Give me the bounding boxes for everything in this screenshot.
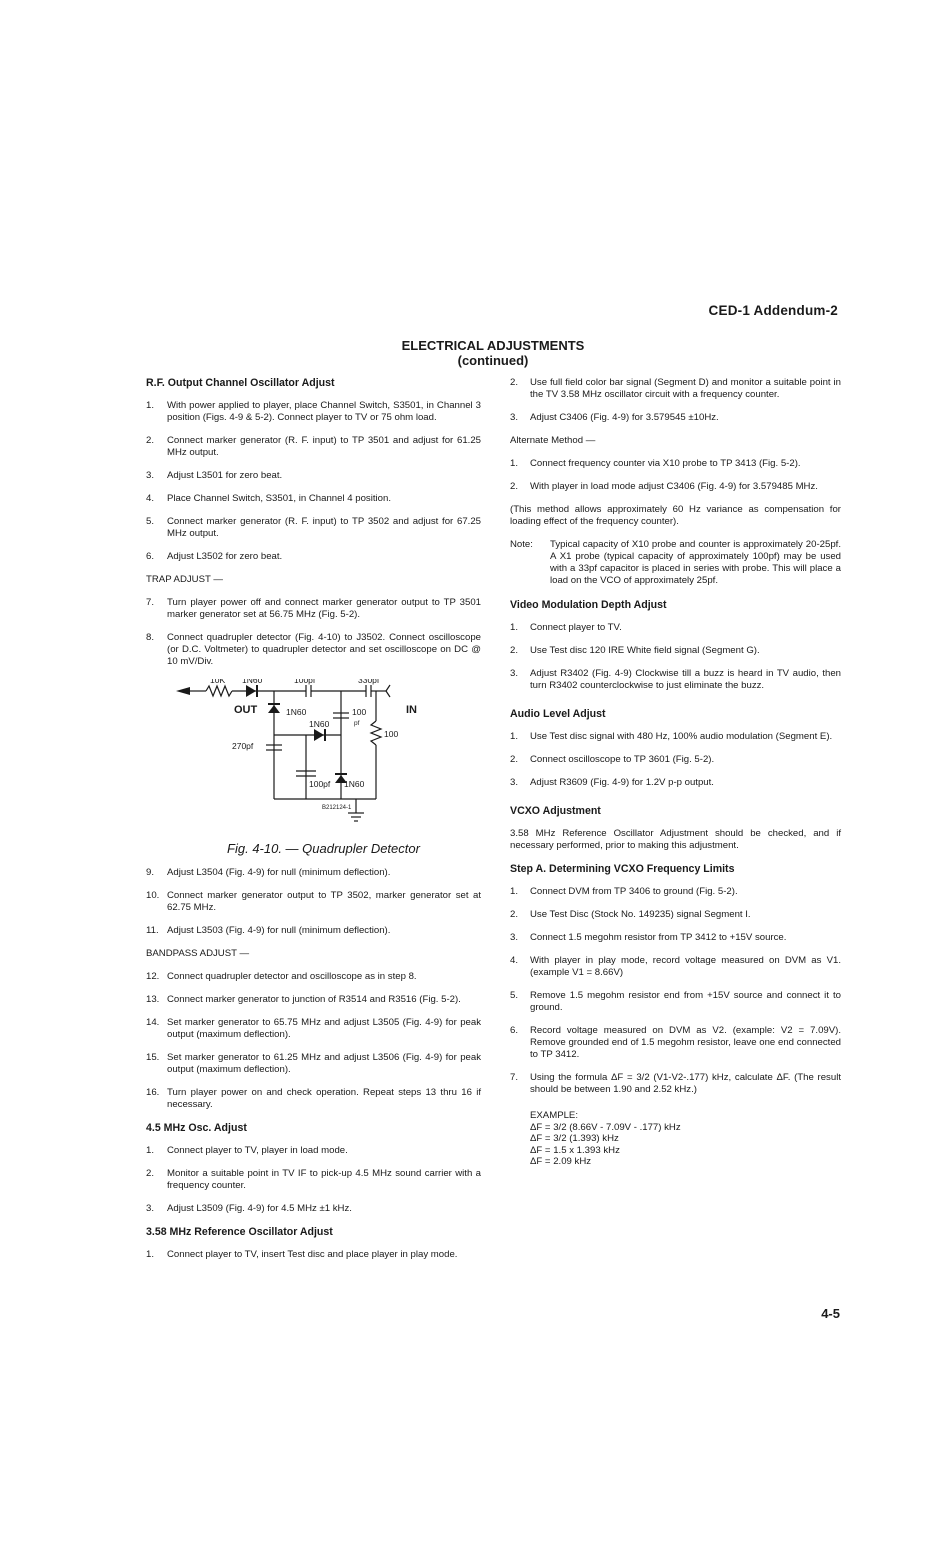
right-column xyxy=(510,377,841,1168)
step-number: 2. xyxy=(510,909,519,920)
bandpass-steps xyxy=(146,971,481,1111)
note-label: Note: xyxy=(510,539,533,550)
step-text: With player in play mode, record voltage measured on DVM as V1. (example V1 = 8.66V) xyxy=(530,955,841,978)
step-item xyxy=(510,668,841,692)
step-number: 3. xyxy=(510,777,519,788)
step-item xyxy=(510,955,841,979)
step-text: Connect oscilloscope to TP 3601 (Fig. 5-2). xyxy=(530,754,715,765)
step-text: Adjust L3503 (Fig. 4-9) for null (minimum deflection). xyxy=(167,925,391,936)
video-steps xyxy=(510,622,841,692)
step-a-heading: Step A. Determining VCXO Frequency Limits xyxy=(510,863,735,875)
step-text: Connect player to TV, insert Test disc and place player in play mode. xyxy=(167,1249,458,1260)
ref358-heading: 3.58 MHz Reference Oscillator Adjust xyxy=(146,1226,333,1238)
vcxo-heading: VCXO Adjustment xyxy=(510,805,601,817)
step-item xyxy=(146,1145,481,1157)
ref358-steps xyxy=(146,1249,481,1261)
step-number: 1. xyxy=(510,731,519,742)
step-item xyxy=(510,645,841,657)
step-text: Place Channel Switch, S3501, in Channel 4 position. xyxy=(167,493,391,504)
page-number: 4-5 xyxy=(821,1306,840,1321)
step-number: 1. xyxy=(146,1249,155,1260)
step-number: 16. xyxy=(146,1087,160,1098)
step-number: 8. xyxy=(146,632,155,643)
label-resistor-100: 100 xyxy=(384,729,399,739)
step-text: With player in load mode adjust C3406 (Fig. 4-9) for 3.579485 MHz. xyxy=(530,481,818,492)
step-item xyxy=(146,1052,481,1076)
label-10k: 10K xyxy=(210,679,226,685)
step-text: With power applied to player, place Channel Switch, S3501, in Channel 3 position (Figs. 4-9 & 5-2). Connect player to TV or 75 ohm load. xyxy=(167,400,481,423)
step-number: 12. xyxy=(146,971,160,982)
step-text: Use Test disc signal with 480 Hz, 100% audio modulation (Segment E). xyxy=(530,731,833,742)
figure-code: B212124-1 xyxy=(322,805,352,811)
step-number: 1. xyxy=(146,1145,155,1156)
example-line: ΔF = 1.5 x 1.393 kHz xyxy=(530,1144,620,1156)
step-item xyxy=(146,971,481,983)
alternate-method-label: Alternate Method — xyxy=(510,435,596,446)
step-item xyxy=(146,470,481,482)
step-text: Set marker generator to 61.25 MHz and adjust L3506 (Fig. 4-9) for peak output (maximum deflection). xyxy=(167,1052,481,1075)
title-line-1: ELECTRICAL ADJUSTMENTS xyxy=(401,338,585,353)
step-number: 9. xyxy=(146,867,155,878)
quadrupler-detector-figure xyxy=(146,679,481,839)
step-item xyxy=(510,731,841,743)
step-number: 2. xyxy=(146,435,155,446)
label-diode-bottom: 1N60 xyxy=(344,779,365,789)
step-number: 7. xyxy=(510,1072,519,1083)
step-item xyxy=(510,377,841,401)
document-id: CED-1 Addendum-2 xyxy=(708,303,838,318)
title-line-2: (continued) xyxy=(457,353,529,368)
audio-heading: Audio Level Adjust xyxy=(510,708,606,720)
step-number: 5. xyxy=(510,990,519,1001)
step-number: 3. xyxy=(510,932,519,943)
step-text: Connect frequency counter via X10 probe to TP 3413 (Fig. 5-2). xyxy=(530,458,801,469)
bandpass-adjust-label: BANDPASS ADJUST — xyxy=(146,948,250,959)
step-text: Connect marker generator output to TP 3502, marker generator set at 62.75 MHz. xyxy=(167,890,481,913)
step-item xyxy=(510,754,841,766)
step-a-steps xyxy=(510,886,841,1096)
step-number: 4. xyxy=(146,493,155,504)
step-item xyxy=(146,435,481,459)
step-text: Monitor a suitable point in TV IF to pick-up 4.5 MHz sound carrier with a frequency counter. xyxy=(167,1168,481,1191)
label-cap-100pf-bottom: 100pf xyxy=(309,779,331,789)
osc45-steps xyxy=(146,1145,481,1215)
step-item xyxy=(510,622,841,634)
step-item xyxy=(146,516,481,540)
rf-steps xyxy=(146,400,481,563)
step-text: Turn player power on and check operation. Repeat steps 13 thru 16 if necessary. xyxy=(167,1087,481,1110)
video-heading: Video Modulation Depth Adjust xyxy=(510,599,667,611)
step-text: Adjust L3504 (Fig. 4-9) for null (minimum deflection). xyxy=(167,867,391,878)
label-diode-mid: 1N60 xyxy=(309,719,330,729)
step-number: 11. xyxy=(146,925,159,936)
step-text: Record voltage measured on DVM as V2. (example: V2 = 7.09V). Remove grounded end of 1.5 megohm resistor, leave one end connected to TP 3412. xyxy=(530,1025,841,1060)
figure-caption: Fig. 4-10. — Quadrupler Detector xyxy=(227,841,420,856)
osc45-heading: 4.5 MHz Osc. Adjust xyxy=(146,1122,247,1134)
method-note: (This method allows approximately 60 Hz variance as compensation for loading effect of the frequency counter). xyxy=(510,504,841,527)
label-cap-100pf: 100pf xyxy=(294,679,316,685)
step-text: Connect quadrupler detector and oscilloscope as in step 8. xyxy=(167,971,417,982)
left-column xyxy=(146,377,481,1272)
step-item xyxy=(146,493,481,505)
probe-note xyxy=(510,539,841,587)
step-text: Connect marker generator to junction of R3514 and R3516 (Fig. 5-2). xyxy=(167,994,461,1005)
step-number: 10. xyxy=(146,890,160,901)
label-diode-left: 1N60 xyxy=(286,707,307,717)
step-text: Remove 1.5 megohm resistor end from +15V source and connect it to ground. xyxy=(530,990,841,1013)
step-text: Adjust R3402 (Fig. 4-9) Clockwise till a buzz is heard in TV audio, then turn R3402 counterclockwise to just eliminate the buzz. xyxy=(530,668,841,691)
step-item xyxy=(510,990,841,1014)
step-item xyxy=(510,909,841,921)
step-item xyxy=(510,932,841,944)
rf-heading: R.F. Output Channel Oscillator Adjust xyxy=(146,377,335,389)
step-text: Adjust L3501 for zero beat. xyxy=(167,470,283,481)
step-number: 2. xyxy=(510,645,519,656)
step-text: Set marker generator to 65.75 MHz and adjust L3505 (Fig. 4-9) for peak output (maximum deflection). xyxy=(167,1017,481,1040)
step-item xyxy=(146,632,481,668)
step-number: 3. xyxy=(146,1203,155,1214)
step-number: 15. xyxy=(146,1052,160,1063)
step-item xyxy=(510,1072,841,1096)
step-number: 3. xyxy=(510,412,519,423)
step-number: 6. xyxy=(510,1025,519,1036)
after-figure-steps xyxy=(146,867,481,937)
step-text: Turn player power off and connect marker generator output to TP 3501 marker generator set at 56.75 MHz (Fig. 5-2). xyxy=(167,597,481,620)
step-item xyxy=(510,412,841,424)
step-text: Use Test Disc (Stock No. 149235) signal Segment I. xyxy=(530,909,751,920)
label-cap-100-unit: pf xyxy=(354,720,360,727)
label-in: IN xyxy=(406,704,417,716)
step-item xyxy=(146,1203,481,1215)
step-item xyxy=(146,597,481,621)
step-item xyxy=(146,867,481,879)
step-text: Connect 1.5 megohm resistor from TP 3412 to +15V source. xyxy=(530,932,787,943)
label-out: OUT xyxy=(234,704,258,716)
step-number: 13. xyxy=(146,994,160,1005)
step-item xyxy=(146,1017,481,1041)
label-cap-270pf: 270pf xyxy=(232,741,254,751)
trap-adjust-label: TRAP ADJUST — xyxy=(146,574,223,585)
step-number: 4. xyxy=(510,955,519,966)
step-text: Connect player to TV, player in load mode. xyxy=(167,1145,348,1156)
step-number: 1. xyxy=(510,458,519,469)
step-text: Use Test disc 120 IRE White field signal (Segment G). xyxy=(530,645,760,656)
step-number: 6. xyxy=(146,551,155,562)
example-block xyxy=(530,1110,841,1168)
step-text: Use full field color bar signal (Segment D) and monitor a suitable point in the TV 3.58 MHz oscillator circuit with a frequency counter. xyxy=(530,377,841,400)
step-number: 7. xyxy=(146,597,155,608)
alternate-steps xyxy=(510,458,841,493)
step-number: 1. xyxy=(146,400,155,411)
step-item xyxy=(146,1087,481,1111)
label-cap-100: 100 xyxy=(352,707,367,717)
step-text: Adjust L3502 for zero beat. xyxy=(167,551,283,562)
step-number: 1. xyxy=(510,622,519,633)
step-text: Connect marker generator (R. F. input) to TP 3501 and adjust for 61.25 MHz output. xyxy=(167,435,481,458)
step-item xyxy=(146,925,481,937)
trap-steps xyxy=(146,597,481,668)
schematic-diagram xyxy=(146,679,481,839)
step-number: 5. xyxy=(146,516,155,527)
label-diode-top: 1N60 xyxy=(242,679,263,685)
step-item xyxy=(510,1025,841,1061)
step-text: Connect DVM from TP 3406 to ground (Fig. 5-2). xyxy=(530,886,738,897)
step-text: Using the formula ΔF = 3/2 (V1-V2-.177) kHz, calculate ΔF. (The result should be between 1.90 and 2.52 kHz.) xyxy=(530,1072,841,1095)
step-item xyxy=(146,1249,481,1261)
label-cap-330pf: 330pf xyxy=(358,679,380,685)
step-text: Connect marker generator (R. F. input) to TP 3502 and adjust for 67.25 MHz output. xyxy=(167,516,481,539)
step-item xyxy=(510,777,841,789)
step-item xyxy=(146,400,481,424)
step-item xyxy=(146,994,481,1006)
step-number: 1. xyxy=(510,886,519,897)
page-title xyxy=(0,338,950,368)
step-item xyxy=(146,1168,481,1192)
step-number: 3. xyxy=(146,470,155,481)
step-item xyxy=(510,458,841,470)
step-item xyxy=(146,551,481,563)
step-item xyxy=(510,481,841,493)
step-number: 2. xyxy=(510,377,519,388)
step-text: Connect quadrupler detector (Fig. 4-10) to J3502. Connect oscilloscope (or D.C. Voltmeter) to quadrupler detector and set oscilloscope on DC @ 10 mV/Div. xyxy=(167,632,481,667)
step-number: 14. xyxy=(146,1017,160,1028)
step-text: Adjust R3609 (Fig. 4-9) for 1.2V p-p output. xyxy=(530,777,714,788)
example-label: EXAMPLE: xyxy=(530,1110,578,1121)
step-item xyxy=(510,886,841,898)
ref-steps-continued xyxy=(510,377,841,424)
example-line: ΔF = 2.09 kHz xyxy=(530,1156,592,1167)
audio-steps xyxy=(510,731,841,789)
step-text: Adjust L3509 (Fig. 4-9) for 4.5 MHz ±1 kHz. xyxy=(167,1203,352,1214)
step-number: 3. xyxy=(510,668,519,679)
step-text: Connect player to TV. xyxy=(530,622,622,633)
vcxo-text: 3.58 MHz Reference Oscillator Adjustment should be checked, and if necessary performed, prior to making this adjustment. xyxy=(510,828,841,851)
step-text: Adjust C3406 (Fig. 4-9) for 3.579545 ±10Hz. xyxy=(530,412,719,423)
note-text: Typical capacity of X10 probe and counter is approximately 20-25pf. A X1 probe (typical capacity of approximately 100pf) may be used with a 33pf capacitor is placed in series with probe. This will place a load on the VCO of approximately 25pf. xyxy=(550,539,841,586)
step-number: 2. xyxy=(510,754,519,765)
step-number: 2. xyxy=(510,481,519,492)
step-item xyxy=(146,890,481,914)
example-line: ΔF = 3/2 (8.66V - 7.09V - .177) kHz xyxy=(530,1121,681,1133)
example-line: ΔF = 3/2 (1.393) kHz xyxy=(530,1133,619,1144)
step-number: 2. xyxy=(146,1168,155,1179)
